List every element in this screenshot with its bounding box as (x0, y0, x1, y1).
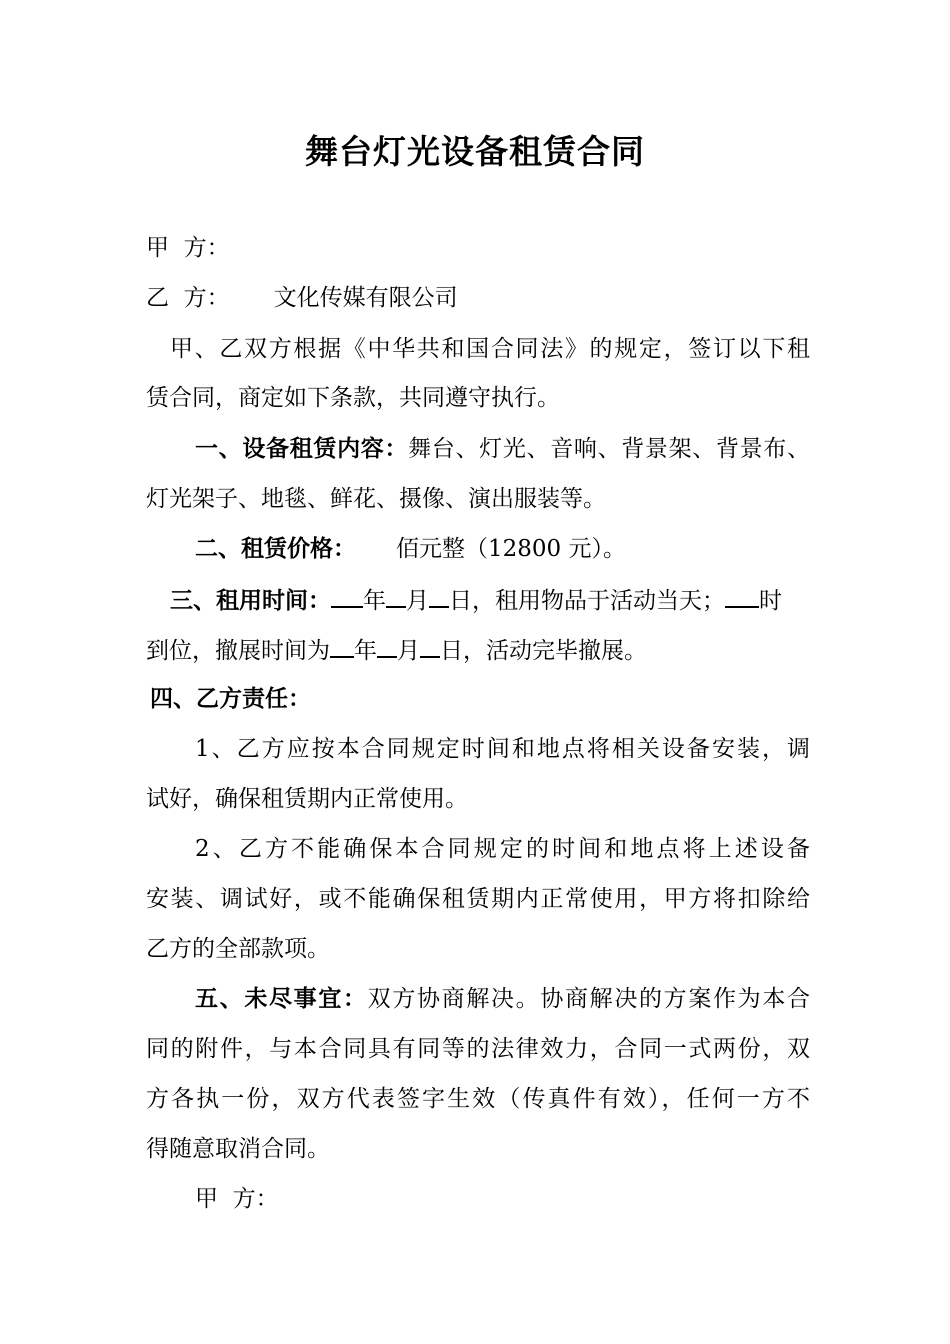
section-2-heading: 二、租赁价格： (195, 536, 356, 562)
teardown-year-blank[interactable] (330, 634, 354, 658)
section-3-line-1 (170, 584, 834, 616)
teardown-day-blank[interactable] (420, 634, 440, 658)
section-4-item-1-line-1: 1、乙方应按本合同规定时间和地点将相关设备安装，调 (195, 736, 810, 762)
month-blank[interactable] (386, 584, 406, 608)
teardown-text: 到位，撤展时间为 (146, 638, 330, 664)
party-b-label: 乙 方： (146, 285, 230, 311)
intro-line-1: 甲、乙双方根据《中华共和国合同法》的规定，签订以下租 (170, 336, 810, 362)
hour-label: 时 (759, 588, 782, 614)
party-b-line (146, 283, 810, 313)
year-label: 年 (363, 588, 386, 614)
section-3-heading: 三、租用时间： (170, 588, 331, 614)
section-5-text: 双方协商解决。协商解决的方案作为本合 (367, 986, 811, 1012)
section-4-item-2-line-2: 安装、调试好，或不能确保租赁期内正常使用，甲方将扣除给 (146, 886, 810, 912)
section-5-line-2: 同的附件，与本合同具有同等的法律效力，合同一式两份，双 (146, 1036, 810, 1062)
teardown-month-blank[interactable] (377, 634, 397, 658)
signature-party-a-label: 甲 方： (195, 1186, 279, 1212)
day-text: 日，租用物品于活动当天； (449, 588, 725, 614)
intro-line-2: 赁合同，商定如下条款，共同遵守执行。 (146, 385, 560, 411)
party-a-line (146, 233, 810, 263)
section-4-heading: 四、乙方责任： (150, 686, 311, 712)
teardown-month-label: 月 (397, 638, 420, 664)
section-1-line-2: 灯光架子、地毯、鲜花、摄像、演出服装等。 (146, 486, 606, 512)
signature-party-a (195, 1184, 859, 1214)
section-2-text: 佰元整（12800 元）。 (396, 536, 626, 562)
year-blank[interactable] (331, 584, 363, 608)
section-4-item-1-line-2: 试好，确保租赁期内正常使用。 (146, 786, 468, 812)
section-4-item-2-line-1: 2、乙方不能确保本合同规定的时间和地点将上述设备 (195, 836, 810, 862)
section-1-heading: 一、设备租赁内容： (195, 436, 409, 462)
month-label: 月 (406, 588, 429, 614)
teardown-end-text: 日，活动完毕撤展。 (440, 638, 647, 664)
section-1-text: 舞台、灯光、音响、背景架、背景布、 (408, 436, 811, 462)
party-b-name: 文化传媒有限公司 (273, 285, 458, 311)
section-3-line-2 (146, 634, 810, 666)
document-title: 舞台灯光设备租赁合同 (305, 132, 645, 171)
section-5-heading: 五、未尽事宜： (195, 986, 368, 1012)
section-5-line-1 (195, 984, 810, 1014)
teardown-year-label: 年 (354, 638, 377, 664)
section-5-line-3: 方各执一份，双方代表签字生效（传真件有效），任何一方不 (146, 1086, 810, 1112)
day-blank[interactable] (429, 584, 449, 608)
section-1-line-1 (195, 434, 810, 464)
hour-blank[interactable] (725, 584, 759, 608)
party-a-label: 甲 方： (146, 235, 230, 261)
section-2-line (195, 534, 859, 564)
section-4-item-2-line-3: 乙方的全部款项。 (146, 936, 330, 962)
section-5-line-4: 得随意取消合同。 (146, 1136, 330, 1162)
